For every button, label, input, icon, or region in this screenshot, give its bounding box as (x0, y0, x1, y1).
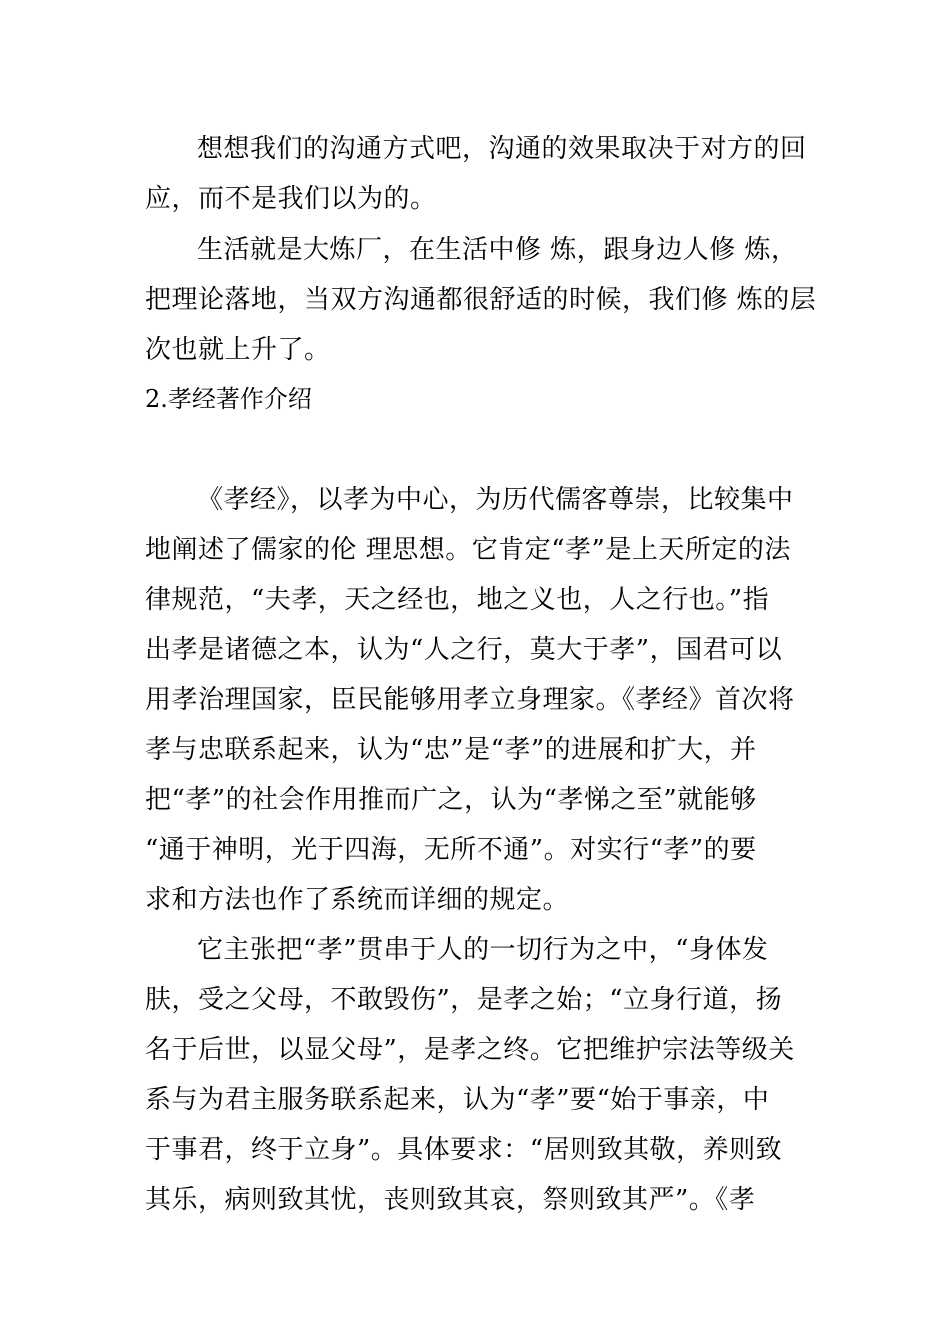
paragraph-3-line-5: 用孝治理国家，臣民能够用孝立身理家。《孝经》首次将 (145, 685, 795, 715)
paragraph-3-line-4: 出孝是诸德之本，认为“人之行，莫大于孝”，国君可以 (145, 635, 783, 665)
paragraph-3-line-3: 律规范，“夫孝，天之经也，地之义也，人之行也。”指 (145, 585, 770, 615)
section-heading: 2.孝经著作介绍 (145, 385, 312, 413)
paragraph-2-line-3: 次也就上升了。 (145, 335, 331, 365)
paragraph-2-line-2: 把理论落地，当双方沟通都很舒适的时候，我们修 炼的层 (145, 285, 817, 315)
paragraph-3-line-6: 孝与忠联系起来，认为“忠”是“孝”的进展和扩大，并 (145, 735, 757, 765)
paragraph-1-line-2: 应，而不是我们以为的。 (145, 184, 437, 214)
paragraph-3-line-1: 《孝经》，以孝为中心，为历代儒客尊崇，比较集中 (197, 485, 794, 515)
paragraph-4-line-2: 肤，受之父母，不敢毁伤”，是孝之始；“立身行道，扬 (145, 985, 783, 1015)
paragraph-3-line-8: “通于神明，光于四海，无所不通”。对实行“孝”的要 (145, 835, 757, 865)
paragraph-3-line-9: 求和方法也作了系统而详细的规定。 (145, 885, 570, 915)
paragraph-4-line-1: 它主张把“孝”贯串于人的一切行为之中，“身体发 (197, 935, 769, 965)
paragraph-4-line-5: 于事君，终于立身”。具体要求：“居则致其敬，养则致 (145, 1135, 783, 1165)
paragraph-3-line-2: 地阐述了儒家的伦 理思想。它肯定“孝”是上天所定的法 (145, 535, 791, 565)
paragraph-3-line-7: 把“孝”的社会作用推而广之，认为“孝悌之至”就能够 (145, 785, 757, 815)
paragraph-4-line-4: 系与为君主服务联系起来，认为“孝”要“始于事亲，中 (145, 1085, 770, 1115)
paragraph-2-line-1: 生活就是大炼厂，在生活中修 炼，跟身边人修 炼， (197, 235, 798, 265)
paragraph-1-line-1: 想想我们的沟通方式吧，沟通的效果取决于对方的回 (197, 134, 807, 164)
paragraph-4-line-3: 名于后世，以显父母”，是孝之终。它把维护宗法等级关 (145, 1035, 795, 1065)
paragraph-4-line-6: 其乐，病则致其忧，丧则致其哀，祭则致其严”。《孝 (145, 1185, 756, 1215)
